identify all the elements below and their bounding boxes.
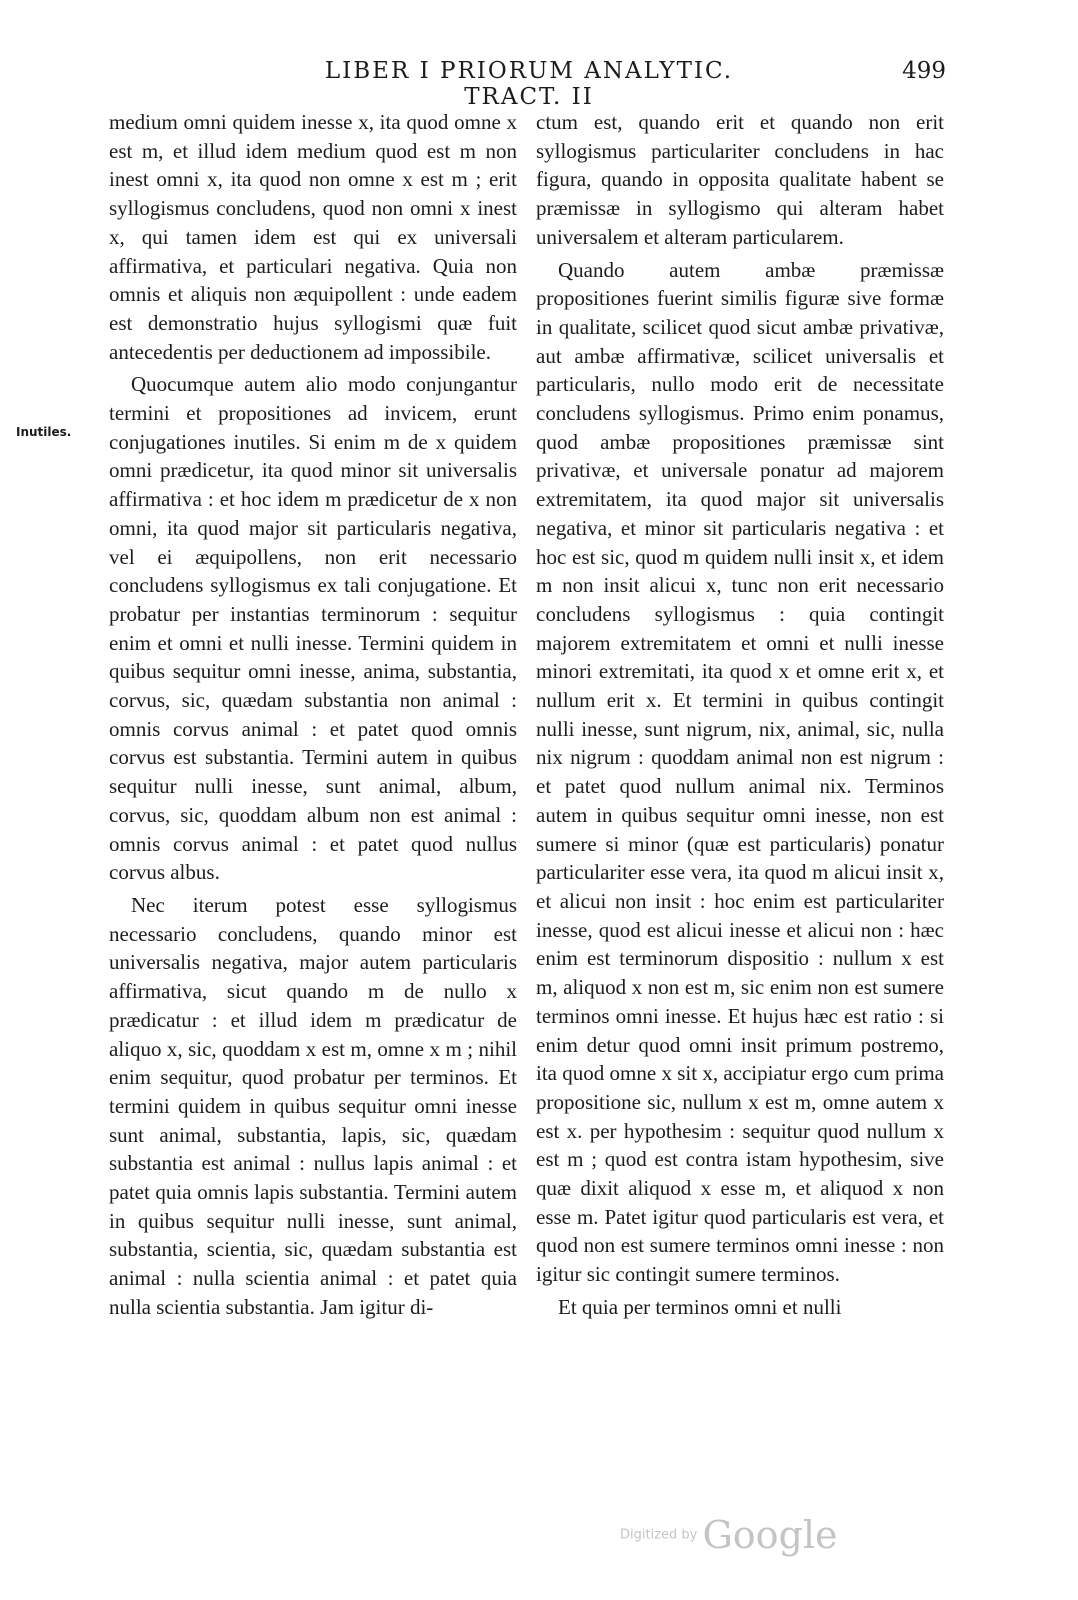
margin-note: Inutiles. (16, 425, 72, 439)
google-logo: Google (702, 1513, 838, 1557)
paragraph: medium omni quidem inesse x, ita quod omne x est m, et illud idem medium quod est m non inest omni x, ita quod non omne x est m ; erit syllogismus concludens, quod non omni x inest x, qui tamen idem est qui ex universali affirmativa, et particulari negativa. Quia non omnis et aliquis non æquipollent : unde eadem est demonstratio hujus syllogismi quæ fuit antecedentis per deductionem ad impossibile. (109, 110, 517, 364)
left-column (109, 108, 517, 1322)
page-number: 499 (902, 58, 946, 84)
digitized-watermark (620, 1513, 838, 1563)
running-head: LIBER I PRIORUM ANALYTIC. TRACT. II (324, 58, 734, 110)
paragraph: Et quia per terminos omni et nulli (558, 1294, 842, 1319)
watermark-prefix: Digitized by (620, 1527, 698, 1543)
paragraph: Nec iterum potest esse syllogismus necessario concludens, quando minor est universalis negativa, major autem particularis affirmativa, sicut quando m de nullo x prædicatur : et illud idem m prædicatur de aliquo x, sic, quoddam x est m, omne x m ; nihil enim sequitur, quod probatur per terminos. Et termini quidem in quibus sequitur omni inesse sunt animal, substantia, lapis, sic, quædam substantia est animal : nullus lapis animal : et patet quia omnis lapis substantia. Termini autem in quibus sequitur nulli inesse, sunt animal, substantia, scientia, sic, quædam substantia est animal : nulla scientia animal : et patet quia nulla scientia substantia. Jam igitur di- (109, 892, 517, 1319)
paragraph: Quocumque autem alio modo conjungantur termini et propositiones ad invicem, erunt conjugationes inutiles. Si enim m de x quidem omni prædicetur, ita quod minor sit universalis affirmativa : et hoc idem m prædicetur de x non omni, ita quod major sit particularis negativa, vel ei æquipollens, non erit necessario concludens syllogismus ex tali conjugatione. Et probatur per instantias terminorum : sequitur enim et omni et nulli inesse. Termini quidem in quibus sequitur omni inesse, anima, substantia, corvus, sic, quædam substantia non animal : omnis corvus animal : et patet quod omnis corvus est substantia. Termini autem in quibus sequitur nulli inesse, sunt animal, album, corvus, sic, quoddam album non est animal : omnis corvus animal : et patet quod nullus corvus albus. (109, 372, 517, 885)
right-column (536, 108, 944, 1322)
paragraph: Quando autem ambæ præmissæ propositiones fuerint similis figuræ sive formæ in qualitate, scilicet quod sicut ambæ privativæ, aut ambæ affirmativæ, scilicet universalis et particularis, nullo modo erit de necessitate concludens syllogismus. Primo enim ponamus, quod ambæ propositiones præmissæ sint privativæ, et universale ponatur ad majorem extremitatem, ita quod major sit universalis negativa, et minor sit particularis negativa : et hoc est sic, quod m quidem nulli insit x, et idem m non insit alicui x, tunc non erit necessario concludens syllogismus : quia contingit majorem extremitatem et omni et nulli inesse minori extremitati, ita quod x et omne erit x, et nullum erit x. Et termini in quibus contingit nulli inesse, sunt nigrum, nix, animal, sic, nulla nix nigrum : quoddam animal non est nigrum : et patet quod nullum animal nix. Terminos autem in quibus sequitur omni inesse, non est sumere si minor (quæ est particularis) ponatur particulariter esse vera, ita quod m alicui insit x, et alicui non insit : hoc enim est particulariter inesse, quod est alicui inesse et alicui non : hæc enim est terminorum dispositio : nullum x est m, aliquod x non est m, sic enim non est sumere terminos omni inesse. Et hujus hæc est ratio : si enim detur quod omni insit primum postremo, ita quod omne x sit x, accipiatur ergo cum prima propositione sic, nullum x est m, omne autem x est x. per hypothesim : sequitur quod nullum x est m ; quod est contra istam hypothesim, sive quæ dixit aliquod x esse m, et aliquod x non esse m. Patet igitur quod particularis est vera, et quod non est sumere terminos omni inesse : non igitur sic contingit sumere terminos. (536, 257, 944, 1287)
paragraph: ctum est, quando erit et quando non erit syllogismus particulariter concludens in hac figura, quando in opposita qualitate habent se præmissæ in syllogismo qui alteram habet universalem et alteram particularem. (536, 110, 944, 249)
